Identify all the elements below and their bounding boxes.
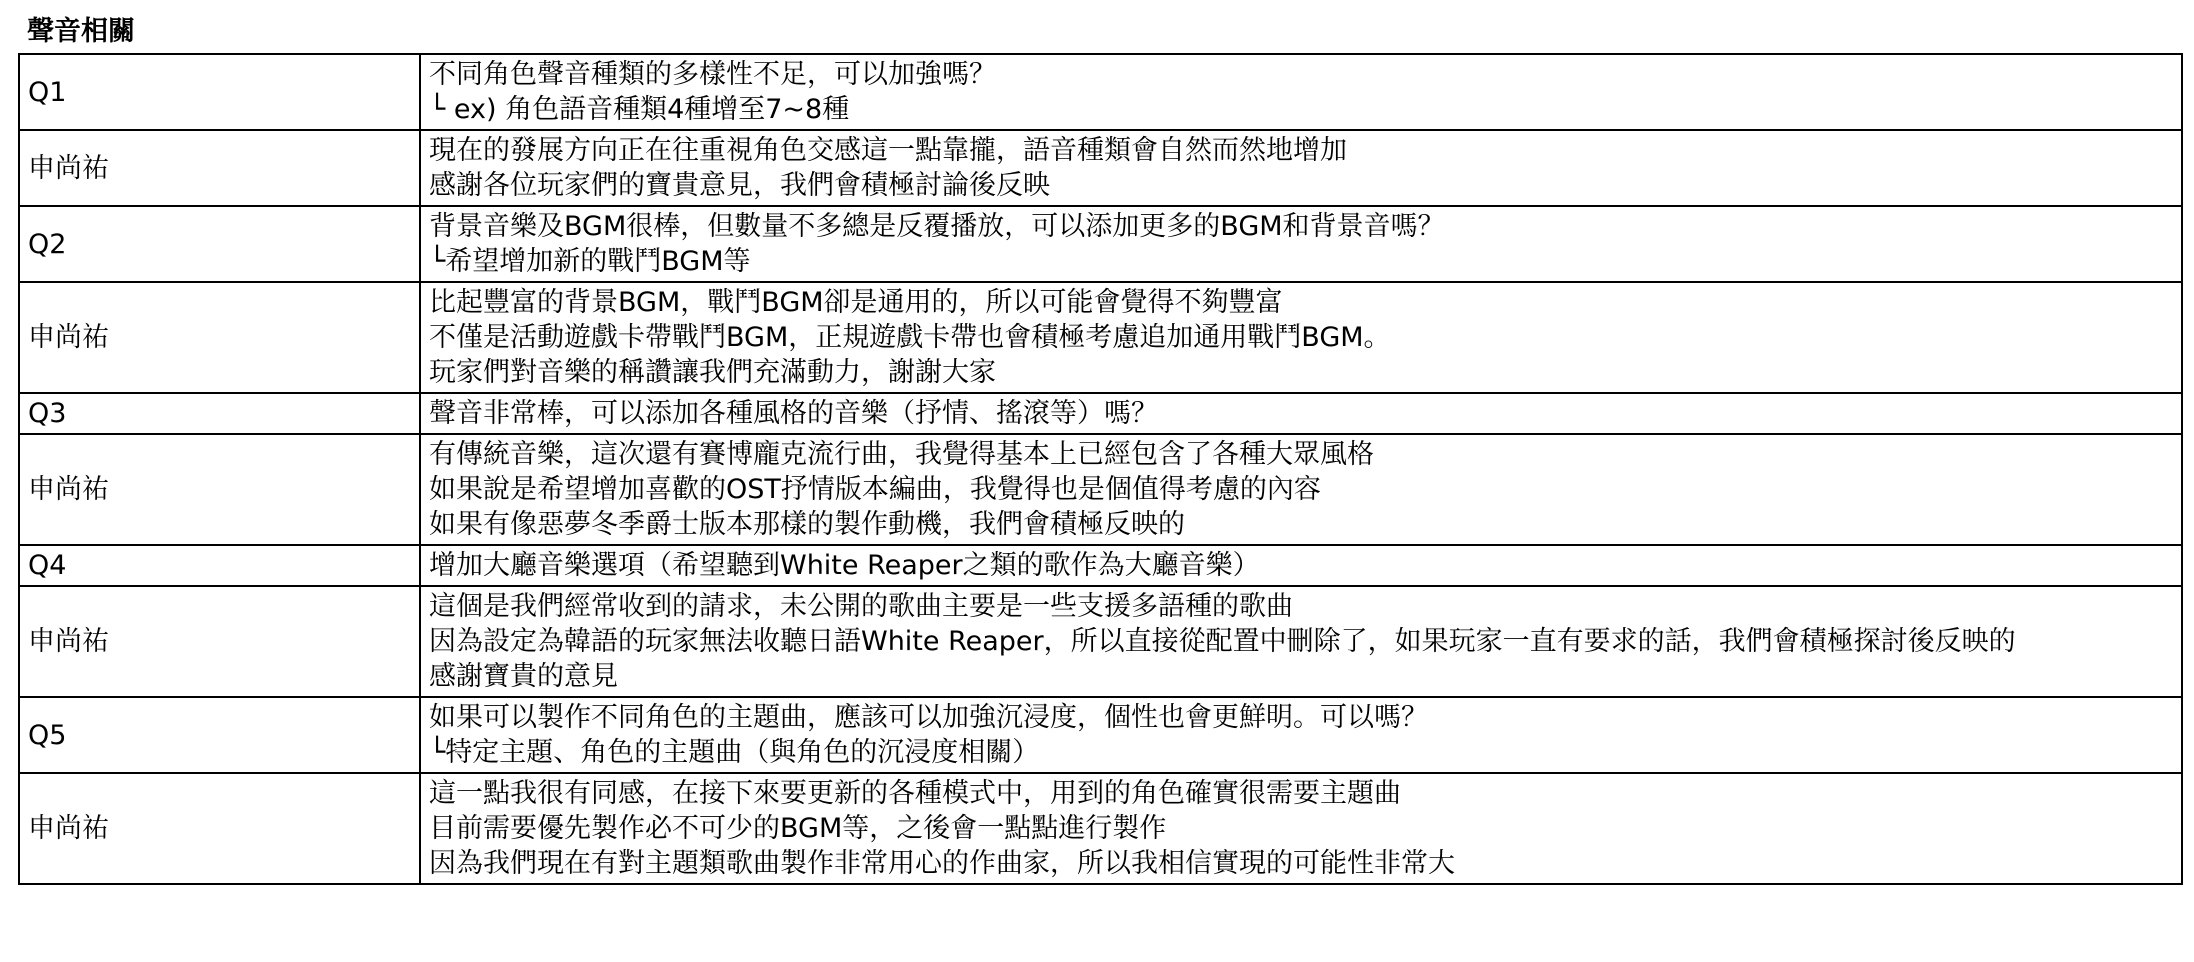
question-label: Q3 [19, 393, 420, 434]
question-row [19, 545, 2182, 586]
text-line: 感謝各位玩家們的寶貴意見，我們會積極討論後反映 [429, 170, 1050, 201]
answer-row [19, 434, 2182, 545]
text-line: 感謝寶貴的意見 [429, 661, 618, 692]
question-row [19, 206, 2182, 282]
text-line: 如果可以製作不同角色的主題曲，應該可以加強沉浸度，個性也會更鮮明。可以嗎？ [429, 702, 1428, 733]
question-label: Q2 [19, 206, 420, 282]
text-line: └特定主題、角色的主題曲（與角色的沉浸度相關） [429, 737, 1040, 768]
answer-row [19, 773, 2182, 884]
question-label: Q5 [19, 697, 420, 773]
section-title: 聲音相關 [27, 16, 135, 47]
answer-text [420, 282, 2182, 393]
text-line: 因為設定為韓語的玩家無法收聽日語White Reaper，所以直接從配置中刪除了，如果玩家一直有要求的話，我們會積極探討後反映的 [429, 626, 2016, 657]
question-text [420, 545, 2182, 586]
responder-label: 申尚祐 [19, 282, 420, 393]
answer-text [420, 434, 2182, 545]
question-text [420, 393, 2182, 434]
text-line: 這個是我們經常收到的請求，未公開的歌曲主要是一些支援多語種的歌曲 [429, 591, 1293, 622]
text-line: 這一點我很有同感，在接下來要更新的各種模式中，用到的角色確實很需要主題曲 [429, 778, 1401, 809]
answer-row [19, 130, 2182, 206]
responder-label: 申尚祐 [19, 434, 420, 545]
question-text [420, 206, 2182, 282]
responder-label: 申尚祐 [19, 773, 420, 884]
question-text [420, 697, 2182, 773]
text-line: 玩家們對音樂的稱讚讓我們充滿動力，謝謝大家 [429, 357, 996, 388]
answer-row [19, 282, 2182, 393]
text-line: 不僅是活動遊戲卡帶戰鬥BGM，正規遊戲卡帶也會積極考慮追加通用戰鬥BGM。 [429, 322, 1391, 353]
responder-label: 申尚祐 [19, 586, 420, 697]
qa-table [18, 53, 2183, 885]
question-row [19, 697, 2182, 773]
question-text [420, 54, 2182, 130]
text-line: 現在的發展方向正在往重視角色交感這一點靠攏，語音種類會自然而然地增加 [429, 135, 1347, 166]
answer-row [19, 586, 2182, 697]
responder-label: 申尚祐 [19, 130, 420, 206]
question-label: Q1 [19, 54, 420, 130]
qa-table-body [19, 54, 2182, 884]
question-label: Q4 [19, 545, 420, 586]
text-line: 如果有像惡夢冬季爵士版本那樣的製作動機，我們會積極反映的 [429, 509, 1185, 540]
text-line: 如果說是希望增加喜歡的OST抒情版本編曲，我覺得也是個值得考慮的內容 [429, 474, 1321, 505]
text-line: 增加大廳音樂選項（希望聽到White Reaper之類的歌作為大廳音樂） [429, 550, 1260, 581]
answer-text [420, 773, 2182, 884]
text-line: 背景音樂及BGM很棒，但數量不多總是反覆播放，可以添加更多的BGM和背景音嗎？ [429, 211, 1445, 242]
question-row [19, 393, 2182, 434]
text-line: 有傳統音樂，這次還有賽博龐克流行曲，我覺得基本上已經包含了各種大眾風格 [429, 439, 1374, 470]
text-line: 目前需要優先製作必不可少的BGM等，之後會一點點進行製作 [429, 813, 1167, 844]
text-line: 比起豐富的背景BGM，戰鬥BGM卻是通用的，所以可能會覺得不夠豐富 [429, 287, 1283, 318]
text-line: 聲音非常棒，可以添加各種風格的音樂（抒情、搖滾等）嗎？ [429, 398, 1158, 429]
answer-text [420, 130, 2182, 206]
text-line: └希望增加新的戰鬥BGM等 [429, 246, 751, 277]
question-row [19, 54, 2182, 130]
answer-text [420, 586, 2182, 697]
text-line: └ ex) 角色語音種類4種增至7~8種 [429, 94, 850, 125]
text-line: 不同角色聲音種類的多樣性不足，可以加強嗎？ [429, 59, 996, 90]
text-line: 因為我們現在有對主題類歌曲製作非常用心的作曲家，所以我相信實現的可能性非常大 [429, 848, 1455, 879]
